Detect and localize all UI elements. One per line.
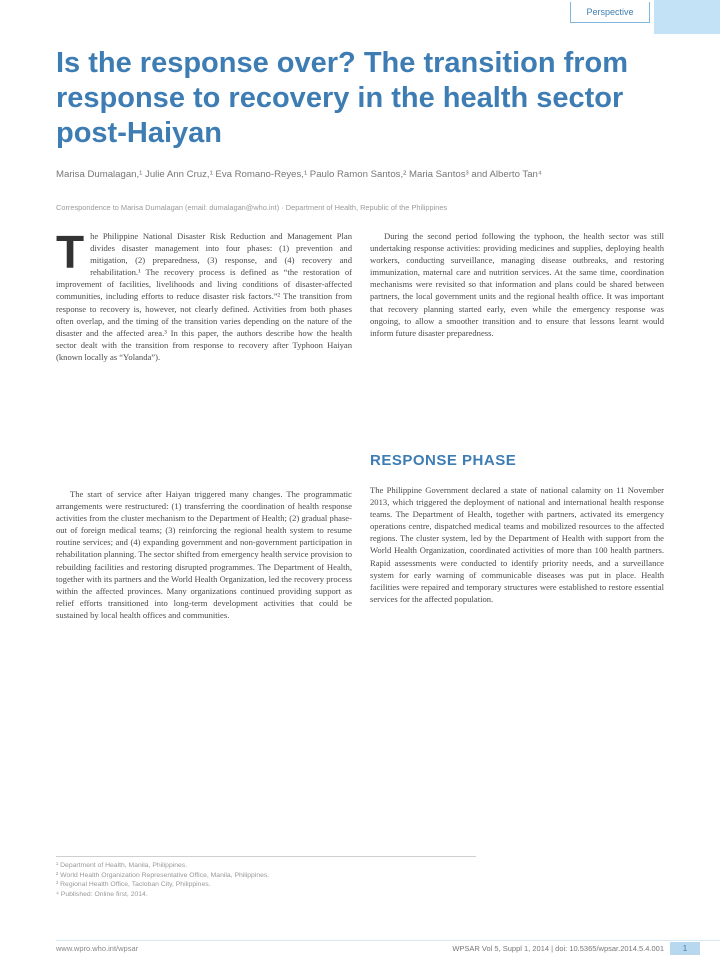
author-list: Marisa Dumalagan,¹ Julie Ann Cruz,¹ Eva Romano-Reyes,¹ Paulo Ramon Santos,² Maria Santos³ and Alberto Tan⁴ [56,169,542,180]
section-heading: RESPONSE PHASE [370,452,517,469]
footnotes [56,856,476,899]
body-column-left-bottom [56,488,352,621]
footnote: ⁴ Published: Online first, 2014. [56,890,148,898]
intro-paragraph: he Philippine National Disaster Risk Reduction and Management Plan divides disaster management into four phases: (1) prevention and mitigation, (2) preparedness, (3) response, and (4) recovery and rehabilitation.¹ The recovery process is defined as “the restoration of improvement of facilities, livelihoods and living conditions of disaster-affected communities, including efforts to reduce disaster risk factors.”² The transition from response to recovery is, however, not clearly defined. Activities from both phases often overlap, and the timing of the transition varies depending on the nature of the disaster and the affected area.³ In this paper, the authors describe how the health sector dealt with the transition from response to recovery after Typhoon Haiyan (known locally as “Yolanda”). [56,231,352,362]
footer-rule [56,940,720,941]
body-paragraph: During the second period following the typhoon, the health sector was still undertaking response activities: providing medicines and supplies, deploying health workers, conducting surveillance, managing disease outbreaks, and restoring immunization, maternal care and nutrition services. At the same time, coordination mechanisms were revisited so that information and plans could be shared between partners, the local government units and the regional health office. It was important that recovery planning started early, even while the emergency response was ongoing, to allow a smoother transition and to ensure that lessons learnt would inform future disaster preparedness. [370,231,664,338]
corner-color-block [654,0,720,34]
correspondence-line: Correspondence to Marisa Dumalagan (email: dumalagan@who.int) · Department of Health, Republic of the Philippines [56,203,448,212]
article-title: Is the response over? The transition from response to recovery in the health sector post-Haiyan [56,47,629,149]
body-column-right-bottom [370,484,664,605]
footnote: ² World Health Organization Representative Office, Manila, Philippines. [56,871,270,879]
body-paragraph: The start of service after Haiyan triggered many changes. The programmatic arrangements were restructured: (1) transferring the coordination of health response activities from the cluster mechanism to the Department of Health; (2) gradual phase-out of foreign medical teams; (3) reinforcing the regional health system to resume routine services; and (4) expanding government and non-government participation in rehabilitation planning. The sector shifted from emergency health service provision to rebuilding facilities and restoring disrupted programmes. The Department of Health, together with its partners and the World Health Organization, led the recovery process within the affected provinces. Many organizations continued providing support as relief efforts transitioned into long-term development activities that could be sustained by local health offices and communities. [56,489,352,620]
drop-cap: T [56,226,85,278]
section-tag: Perspective [570,2,650,23]
page-number: 1 [670,942,700,955]
body-column-left-top [56,226,352,363]
body-column-right-top [370,230,664,339]
body-paragraph: The Philippine Government declared a state of national calamity on 11 November 2013, which triggered the deployment of national and international health response teams. The Department of Health, together with partners, activated its emergency operations centre, dispatched medical teams and mobilized resources to the affected regions. The cluster system, led by the Department of Health with support from the World Health Organization, coordinated activities of more than 100 health partners. Rapid assessments were conducted to identify priority needs, and a surveillance system for early warning of communicable diseases was put in place. Health facilities were repaired and temporary structures were established to restore essential services for the affected population. [370,485,664,604]
footnote: ³ Regional Health Office, Tacloban City, Philippines. [56,881,211,889]
footer-url: www.wpro.who.int/wpsar [56,944,139,953]
footnote: ¹ Department of Health, Manila, Philippines. [56,862,188,869]
footer-citation: WPSAR Vol 5, Suppl 1, 2014 | doi: 10.5365/wpsar.2014.5.4.001 [452,944,664,953]
